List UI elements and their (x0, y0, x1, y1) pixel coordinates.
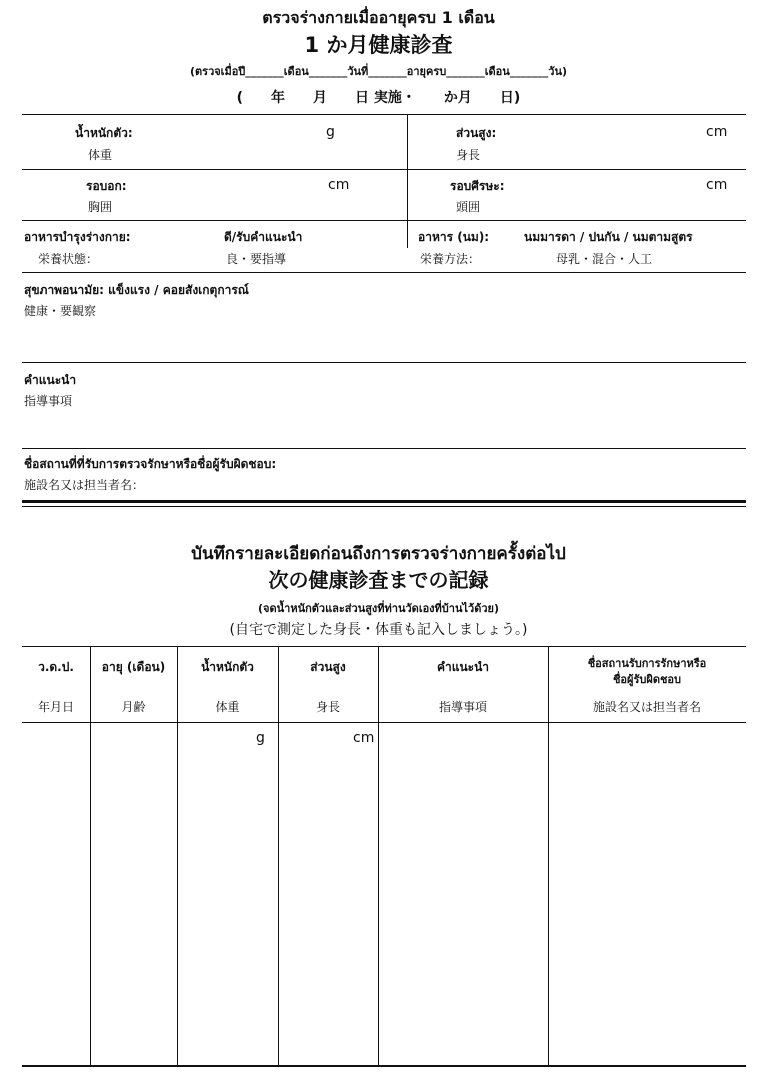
advice-label-thai: คำแนะนำ (24, 373, 77, 387)
chest-label-jp: 胸囲 (88, 200, 113, 214)
feeding-label-thai: อาหาร (นม): (418, 230, 490, 244)
record-title-jp: 次の健康診査までの記録 (268, 568, 489, 592)
date-line-jp: ( 年 月 日 実施・ か月 日) (236, 90, 521, 106)
checkup-title-thai: ตรวจร่างกายเมื่ออายุครบ 1 เดือน (262, 8, 495, 27)
feeding-options-thai: นมมารดา / ปนกัน / นมตามสูตร (524, 230, 693, 244)
head-unit: cm (706, 177, 728, 193)
record-note-jp: (自宅で測定した身長・体重も記入しましょう。) (229, 622, 528, 638)
nutrition-label-thai: อาหารบำรุงร่างกาย: (24, 230, 131, 244)
col-weight-jp: 体重 (215, 700, 240, 714)
record-title-thai: บันทึกรายละเอียดก่อนถึงการตรวจร่างกายครั้งต่อไป (191, 544, 566, 564)
chest-label-thai: รอบอก: (86, 179, 127, 193)
col-height-thai: ส่วนสูง (310, 660, 346, 674)
col-advice-thai: คำแนะนำ (436, 660, 490, 674)
weight-label-jp: 体重 (88, 148, 113, 162)
row-height-unit: cm (353, 730, 375, 746)
nutrition-options-jp: 良・要指導 (226, 252, 287, 266)
chest-unit: cm (328, 177, 350, 193)
height-label-jp: 身長 (456, 148, 481, 162)
col-weight-thai: น้ำหนักตัว (201, 660, 254, 674)
col-height-jp: 身長 (315, 700, 340, 714)
col-advice-jp: 指導事項 (438, 700, 487, 714)
row-weight-unit: g (256, 730, 265, 746)
weight-unit: g (326, 124, 335, 140)
col-date-jp: 年月日 (37, 700, 74, 714)
nutrition-options-thai: ดี/รับคำแนะนำ (224, 230, 303, 244)
health-label-jp: 健康・要観察 (24, 304, 97, 318)
health-label-thai: สุขภาพอนามัย: แข็งแรง / คอยสังเกตุการณ์ (24, 283, 249, 297)
col-facility-jp: 施設名又は担当者名 (592, 700, 701, 714)
feeding-label-jp: 栄養方法： (420, 252, 481, 266)
facility-label-jp: 施設名又は担当者名： (24, 478, 145, 492)
checkup-title-jp: 1 か月健康診査 (304, 33, 453, 57)
date-line-thai: (ตรวจเมื่อปี_______เดือน_______วันที่_______อายุครบ_______เดือน_______วัน) (189, 65, 567, 78)
record-note-thai: (จดน้ำหนักตัวและส่วนสูงที่ท่านวัดเองที่บ้านไว้ด้วย) (258, 602, 499, 615)
head-label-jp: 頭囲 (456, 200, 481, 214)
height-unit: cm (706, 124, 728, 140)
height-label-thai: ส่วนสูง: (456, 126, 497, 140)
col-facility-thai: ชื่อสถานรับการรักษาหรือ ชื่อผู้รับผิดชอบ (587, 657, 707, 686)
head-label-thai: รอบศีรษะ: (450, 179, 505, 193)
col-age-thai: อายุ (เดือน) (101, 660, 166, 674)
col-date-thai: ว.ด.ป. (38, 660, 74, 674)
col-age-jp: 月齢 (121, 700, 146, 714)
feeding-options-jp: 母乳・混合・人工 (556, 252, 653, 266)
weight-label-thai: น้ำหนักตัว: (75, 126, 133, 140)
advice-label-jp: 指導事項 (24, 394, 73, 408)
nutrition-label-jp: 栄養状態： (38, 252, 99, 266)
facility-label-thai: ชื่อสถานที่ที่รับการตรวจรักษาหรือชื่อผู้รับผิดชอบ: (24, 457, 277, 471)
